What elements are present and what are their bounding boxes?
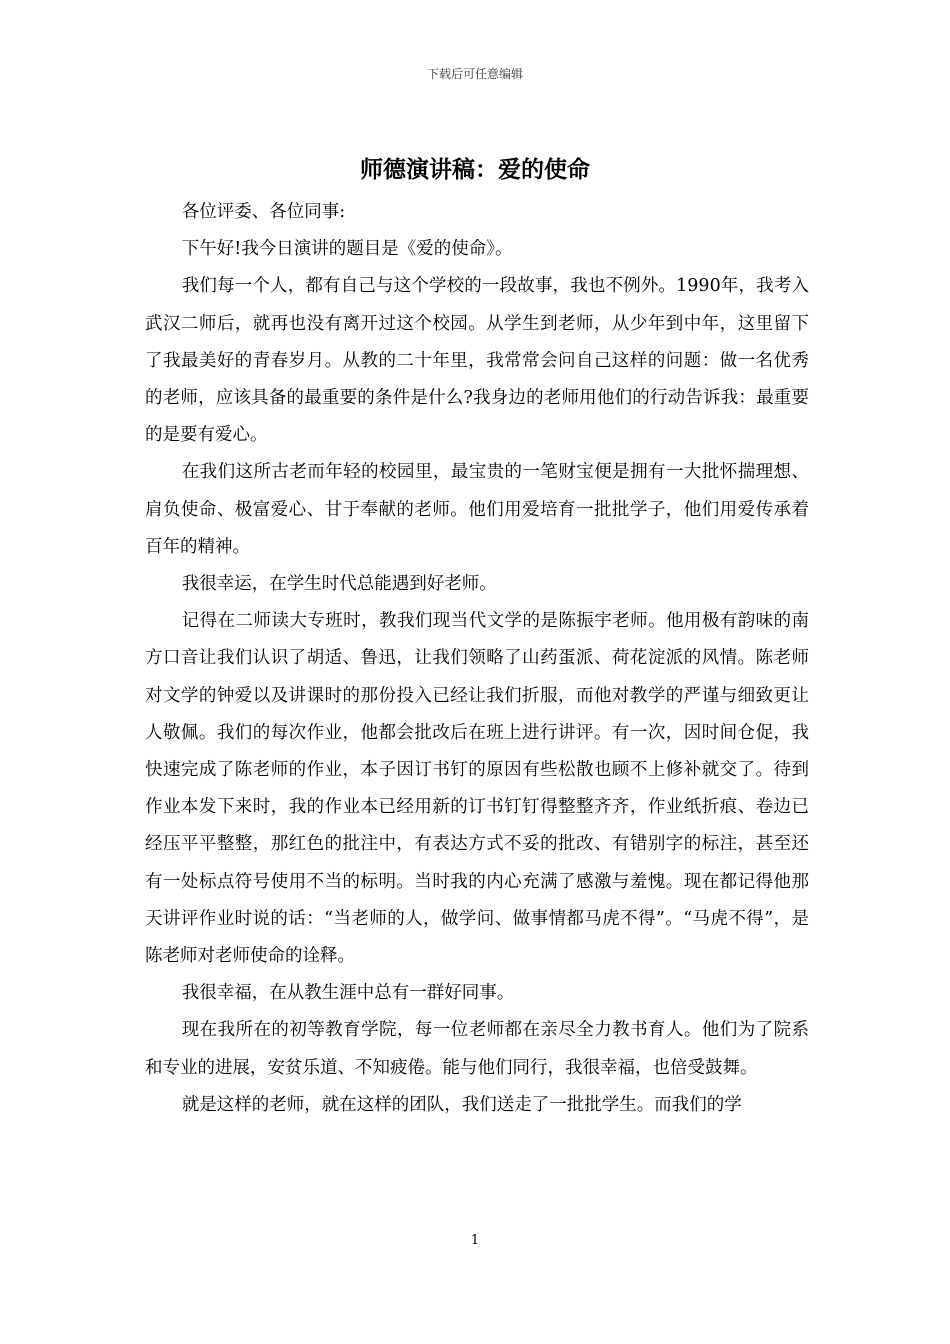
paragraph: 在我们这所古老而年轻的校园里，最宝贵的一笔财宝便是拥有一大批怀揣理想、肩负使命、极富爱心、甘于奉献的老师。他们用爱培育一批批学子，他们用爱传承着百年的精神。: [145, 462, 809, 557]
speech-body: [145, 194, 809, 1124]
paragraph: 我很幸福，在从教生涯中总有一群好同事。: [181, 983, 515, 1004]
paragraph-greeting: 各位评委、各位同事:: [181, 202, 346, 222]
paragraph: 我很幸运，在学生时代总能遇到好老师。: [181, 574, 497, 595]
header-note: 下载后可任意编辑: [426, 67, 523, 81]
paragraph: 现在我所在的初等教育学院，每一位老师都在亲尽全力教书育人。他们为了院系和专业的进展，安贫乐道、不知疲倦。能与他们同行，我很幸福，也倍受鼓舞。: [145, 1020, 809, 1078]
document-title: 师德演讲稿：爱的使命: [360, 157, 590, 183]
paragraph: 我们每一个人，都有自己与这个学校的一段故事，我也不例外。1990年，我考入武汉二师后，就再也没有离开过这个校园。从学生到老师，从少年到中年，这里留下了我最美好的青春岁月。从教的二十年里，我常常会问自己这样的问题：做一名优秀的老师，应该具备的最重要的条件是什么?我身边的老师用他们的行动告诉我：最重要的是要有爱心。: [145, 276, 809, 446]
paragraph: 就是这样的老师，就在这样的团队，我们送走了一批批学生。而我们的学: [181, 1094, 742, 1115]
paragraph-topic: 下午好!我今日演讲的题目是《爱的使命》。: [181, 239, 513, 260]
page-number: 1: [470, 1233, 480, 1248]
paragraph: 记得在二师读大专班时，教我们现当代文学的是陈振宇老师。他用极有韵味的南方口音让我们认识了胡适、鲁迅，让我们领略了山药蛋派、荷花淀派的风情。陈老师对文学的钟爱以及讲课时的那份投入已经让我们折服，而他对教学的严谨与细致更让人敬佩。我们的每次作业，他都会批改后在班上进行讲评。有一次，因时间仓促，我快速完成了陈老师的作业，本子因订书钉的原因有些松散也顾不上修补就交了。待到作业本发下来时，我的作业本已经用新的订书钉钉得整整齐齐，作业纸折痕、卷边已经压平平整整，那红色的批注中，有表达方式不妥的批改、有错别字的标注，甚至还有一处标点符号使用不当的标明。当时我的内心充满了感激与羞愧。现在都记得他那天讲评作业时说的话：“当老师的人，做学问、做事情都马虎不得”。“马虎不得”，是陈老师对老师使命的诠释。: [145, 611, 809, 967]
